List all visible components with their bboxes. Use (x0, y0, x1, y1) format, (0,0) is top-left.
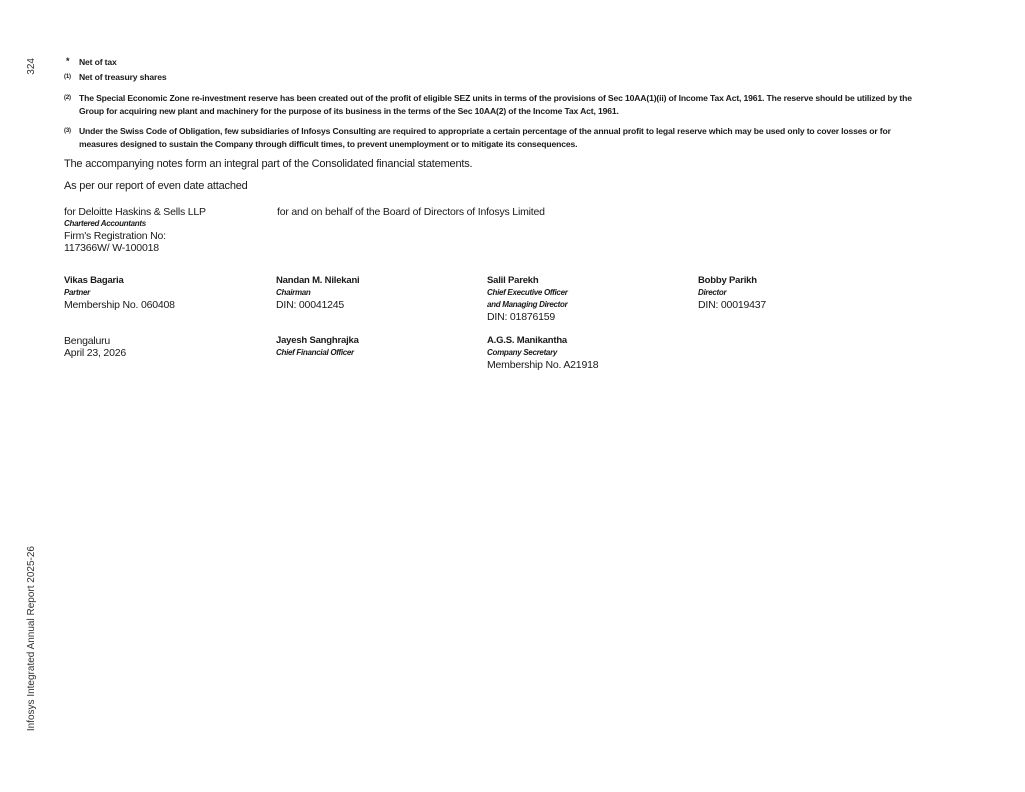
signatory-role: Chairman (276, 288, 311, 297)
signatory-role: Company Secretary (487, 348, 558, 357)
footnote-text: Net of treasury shares (79, 72, 167, 82)
report-title-vertical: Infosys Integrated Annual Report 2025-26 (26, 546, 37, 732)
signatory-name: Nandan M. Nilekani (276, 275, 360, 286)
footnote-mark: (1) (64, 74, 71, 80)
signatory-name: Bobby Parikh (698, 275, 757, 286)
statement-report: As per our report of even date attached (64, 180, 248, 192)
page-number: 324 (26, 58, 37, 75)
signatory-sanghrajka (276, 335, 359, 359)
signatory-name: A.G.S. Manikantha (487, 335, 568, 346)
signatory-parekh (487, 275, 568, 323)
auditor-reg-label: Firm's Registration No: (64, 230, 166, 242)
place: Bengaluru (64, 335, 111, 347)
date: April 23, 2026 (64, 347, 126, 359)
footnote-text: The Special Economic Zone re-investment reserve has been created out of the profit of eligible SEZ units in terms of the provisions of Sec 10AA(1)(ii) of Income Tax Act, 1961. The reserve should be utilized by the Group for acquiring new plant and machinery for the purpose of its business in the terms of the Sec 10AA(2) of the Income Tax Act, 1961. (79, 93, 912, 116)
footnote-text: Net of tax (79, 57, 117, 67)
footnote-mark: (2) (64, 95, 71, 101)
signatory-id: Membership No. A21918 (487, 359, 599, 371)
board-label: for and on behalf of the Board of Directors of Infosys Limited (277, 206, 545, 218)
signatory-id: DIN: 00041245 (276, 299, 345, 311)
footnote-text: Under the Swiss Code of Obligation, few subsidiaries of Infosys Consulting are required to appropriate a certain percentage of the annual profit to legal reserve which may be used only to cover losses or for measures designed to sustain the Company through difficult times, to prevent unemployment or to mitigate its consequences. (79, 126, 891, 149)
place-date-block (64, 335, 126, 359)
signatory-role: Chief Financial Officer (276, 348, 354, 357)
signatory-role: Director (698, 288, 727, 297)
signatory-role-line2: and Managing Director (487, 300, 568, 309)
signatory-parikh (698, 275, 766, 311)
signatory-bagaria (64, 275, 175, 311)
auditor-role: Chartered Accountants (64, 219, 146, 228)
footnote (64, 92, 914, 118)
signatory-id: DIN: 01876159 (487, 311, 556, 323)
signatory-name: Jayesh Sanghrajka (276, 335, 359, 346)
footnote (64, 125, 914, 151)
signatory-role: Chief Executive Officer (487, 288, 568, 297)
signatory-name: Vikas Bagaria (64, 275, 124, 286)
signatory-nilekani (276, 275, 360, 311)
auditor-firm: for Deloitte Haskins & Sells LLP (64, 206, 206, 218)
signatory-id: DIN: 00019437 (698, 299, 767, 311)
footnote-mark: (3) (64, 128, 71, 134)
signatory-manikantha (487, 335, 598, 371)
footnote-mark: * (66, 56, 70, 66)
auditor-block (64, 206, 206, 254)
signatory-id: Membership No. 060408 (64, 299, 175, 311)
footnote (64, 56, 914, 69)
statement-notes: The accompanying notes form an integral part of the Consolidated financial statements. (64, 158, 473, 170)
auditor-reg-no: 117366W/ W-100018 (64, 242, 159, 254)
signatory-role: Partner (64, 288, 90, 297)
footnote (64, 71, 914, 84)
signatory-name: Salil Parekh (487, 275, 539, 286)
